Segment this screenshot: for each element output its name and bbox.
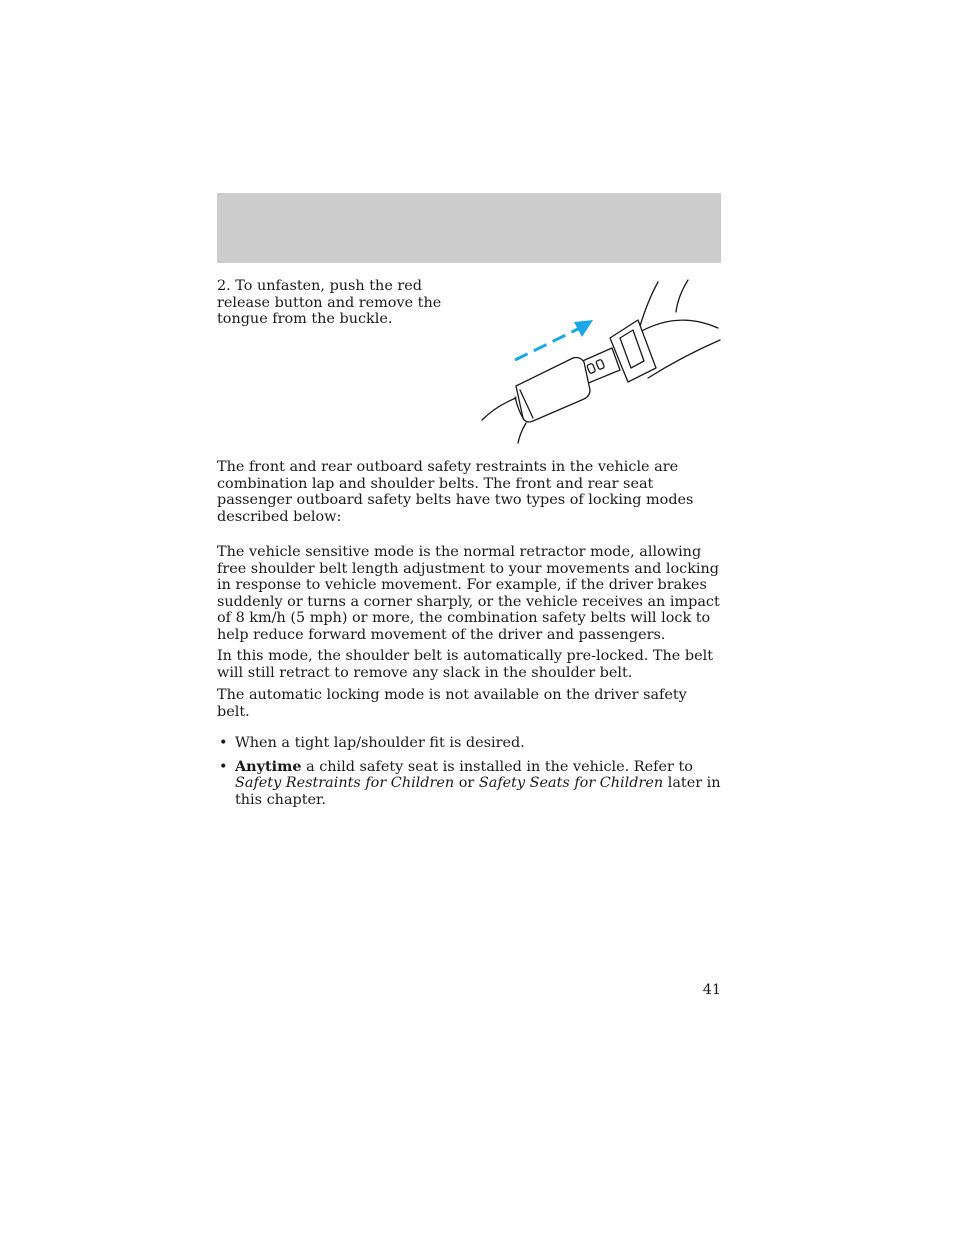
arrow-icon bbox=[515, 320, 593, 360]
cross-reference-safety-restraints: Safety Restraints for Children bbox=[235, 775, 455, 791]
section-header-band bbox=[217, 193, 721, 263]
list-item-text: later in this chapter. bbox=[235, 775, 721, 808]
list-item bbox=[217, 759, 721, 809]
emphasis-anytime: Anytime bbox=[235, 757, 302, 775]
list-item bbox=[217, 735, 721, 752]
pre-locked-paragraph: In this mode, the shoulder belt is automatically pre-locked. The belt will still retract to remove any slack in the shoulder belt. bbox=[217, 648, 714, 681]
vehicle-sensitive-mode-paragraph: The vehicle sensitive mode is the normal retractor mode, allowing free shoulder belt length adjustment to your movements and locking in response to vehicle movement. For example, if the driver brakes suddenly or turns a corner sharply, or the vehicle receives an impact of 8 km/h (5 mph) or more, the combination safety belts will lock to help reduce forward movement of the driver and passengers. bbox=[217, 544, 720, 643]
list-item-text: When a tight lap/shoulder fit is desired. bbox=[235, 735, 525, 751]
bullet-icon: • bbox=[219, 735, 228, 751]
cross-reference-safety-seats: Safety Seats for Children bbox=[478, 775, 664, 791]
locking-modes-intro: The front and rear outboard safety restraints in the vehicle are combination lap and shoulder belts. The front and rear seat passenger outboard safety belts have two types of locking modes described below: bbox=[217, 459, 694, 525]
unfasten-step-text: 2. To unfasten, push the red release button and remove the tongue from the buckle. bbox=[217, 278, 442, 327]
use-cases-list bbox=[217, 735, 721, 815]
bullet-icon: • bbox=[219, 758, 228, 775]
list-item-text: a child safety seat is installed in the vehicle. Refer to bbox=[301, 758, 693, 775]
page-number: 41 bbox=[702, 982, 721, 998]
list-item-text: or bbox=[454, 775, 479, 791]
seatbelt-buckle-illustration bbox=[478, 278, 723, 446]
driver-belt-note: The automatic locking mode is not available on the driver safety belt. bbox=[217, 687, 687, 720]
